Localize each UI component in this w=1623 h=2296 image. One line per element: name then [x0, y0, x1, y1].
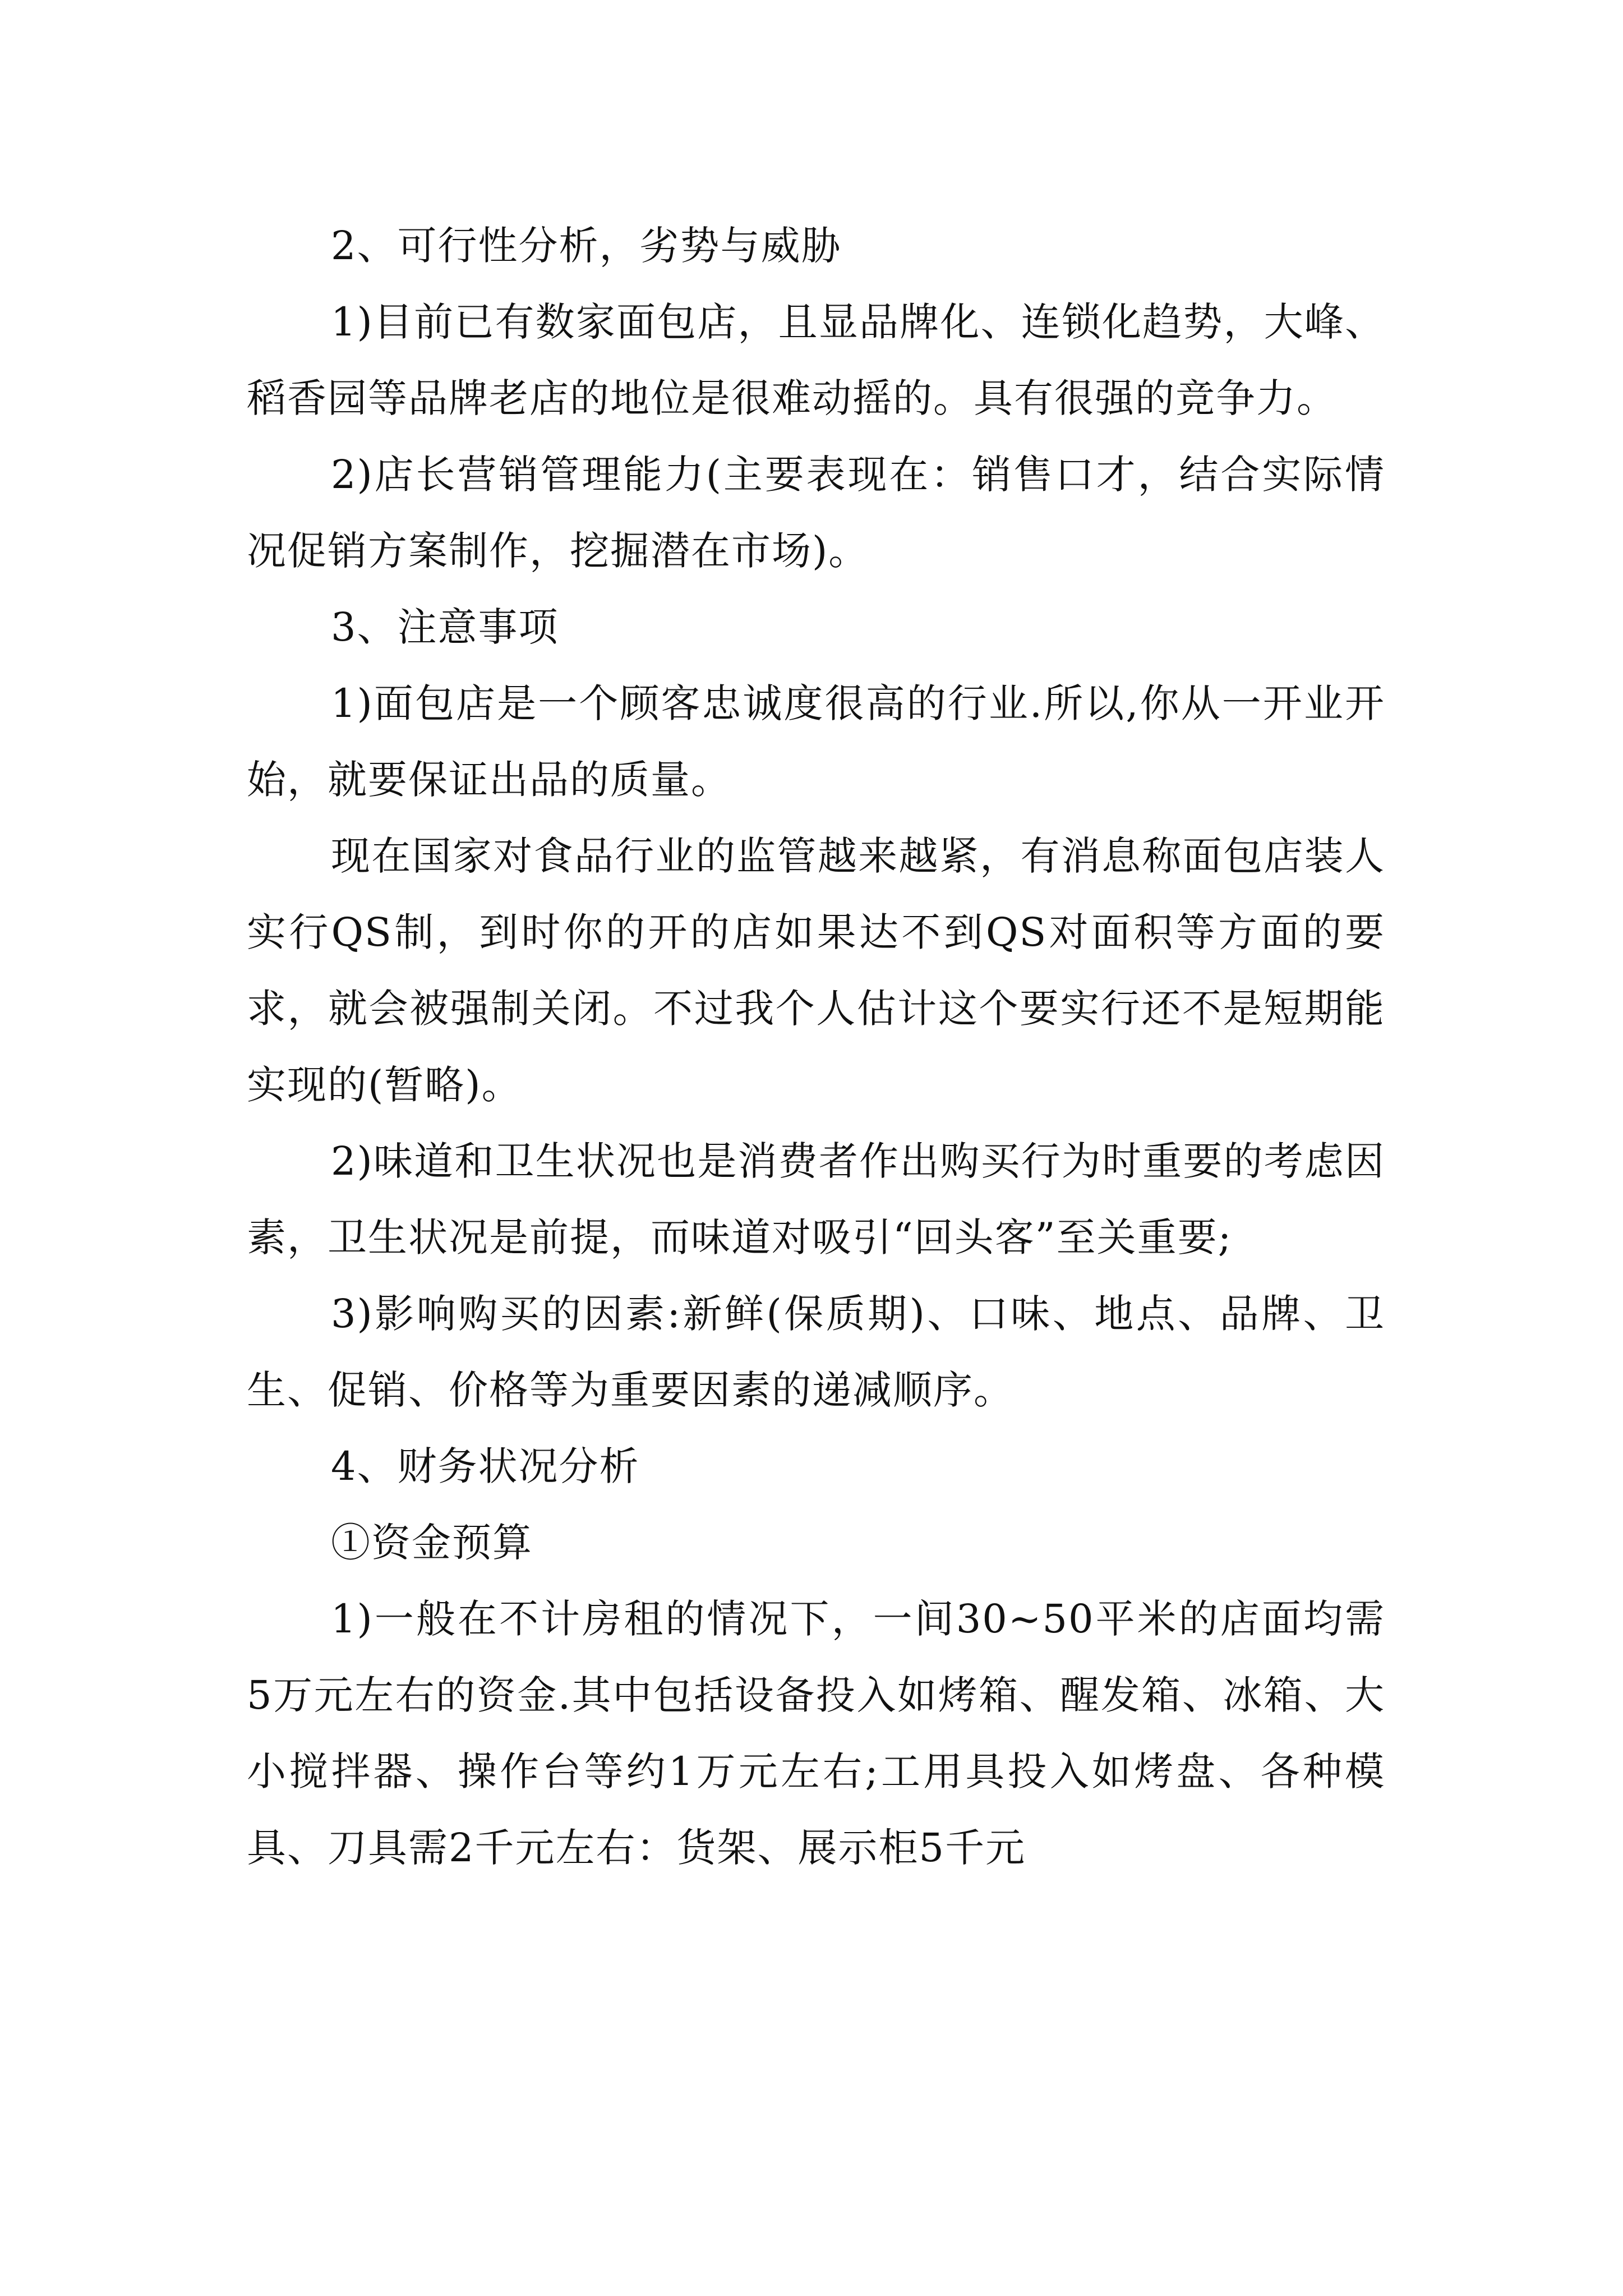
paragraph-competition: 1)目前已有数家面包店，且显品牌化、连锁化趋势，大峰、稻香园等品牌老店的地位是很难动摇的。具有很强的竞争力。 — [247, 299, 1385, 421]
paragraph-customer-loyalty: 1)面包店是一个顾客忠诚度很高的行业.所以,你从一开业开始，就要保证出品的质量。 — [247, 680, 1385, 803]
subheading-budget: ①资金预算 — [331, 1520, 533, 1566]
section-heading-finance: 4、财务状况分析 — [331, 1443, 640, 1489]
paragraph-purchase-factors: 3)影响购买的因素:新鲜(保质期)、口味、地点、品牌、卫生、促销、价格等为重要因素的递减顺序。 — [247, 1291, 1385, 1413]
section-heading-feasibility: 2、可行性分析，劣势与威胁 — [331, 223, 842, 269]
document-body — [247, 208, 1385, 1886]
paragraph-taste-hygiene: 2)味道和卫生状况也是消费者作出购买行为时重要的考虑因素，卫生状况是前提，而味道对吸引“回头客”至关重要; — [247, 1138, 1385, 1260]
paragraph-regulation: 现在国家对食品行业的监管越来越紧，有消息称面包店装人实行QS制，到时你的开的店如果达不到QS对面积等方面的要求，就会被强制关闭。不过我个人估计这个要实行还不是短期能实现的(暂略)。 — [247, 833, 1385, 1108]
section-heading-notes: 3、注意事项 — [331, 604, 559, 650]
paragraph-manager-ability: 2)店长营销管理能力(主要表现在：销售口才，结合实际情况促销方案制作，挖掘潜在市场)。 — [247, 452, 1385, 574]
paragraph-budget-details: 1)一般在不计房租的情况下，一间30~50平米的店面均需5万元左右的资金.其中包括设备投入如烤箱、醒发箱、冰箱、大小搅拌器、操作台等约1万元左右;工用具投入如烤盘、各种模具、刀具需2千元左右：货架、展示柜5千元 — [247, 1596, 1385, 1871]
